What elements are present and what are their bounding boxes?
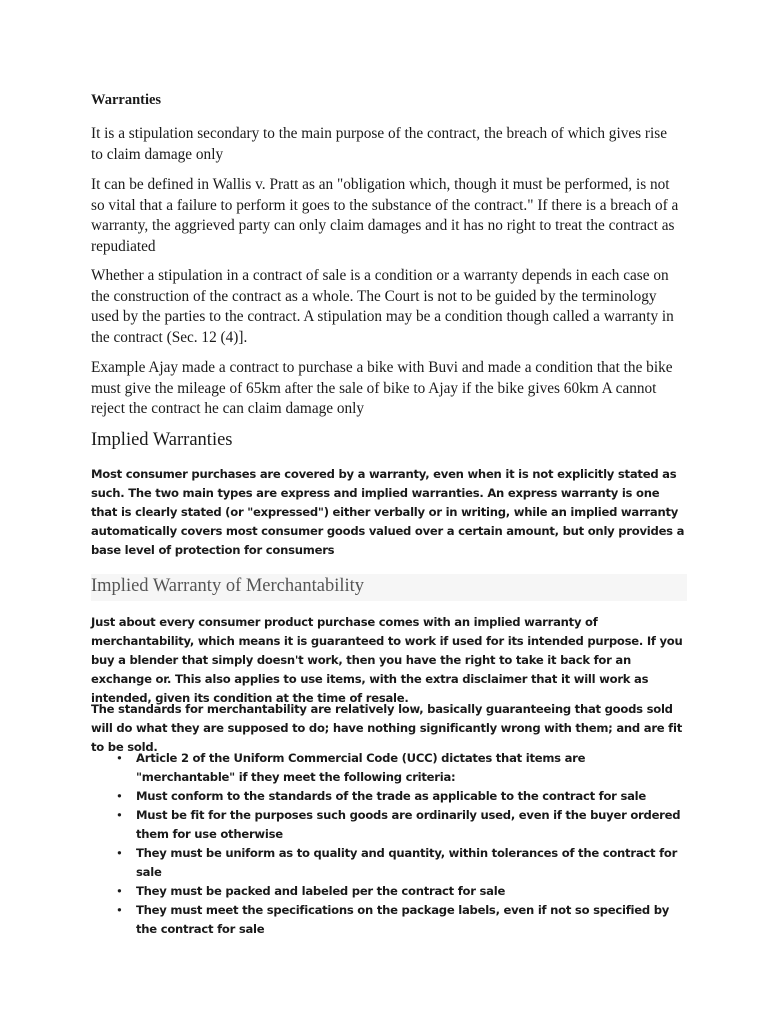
heading-merchantability: Implied Warranty of Merchantability [91, 574, 687, 601]
list-item [91, 901, 687, 939]
list-item [91, 844, 687, 882]
bullet-icon: • [116, 789, 123, 803]
list-item-text: Article 2 of the Uniform Commercial Code (UCC) dictates that items are "merchantable" if they meet the following criteria: [136, 751, 586, 784]
bullet-icon: • [116, 884, 123, 898]
paragraph-standards: The standards for merchantability are relatively low, basically guaranteeing that goods sold will do what they are supposed to do; have nothing significantly wrong with them; and are fit to be sold. [91, 702, 682, 754]
heading-implied-warranties: Implied Warranties [91, 430, 233, 450]
bullet-icon: • [116, 903, 123, 917]
list-item [91, 806, 687, 844]
list-item-text: They must meet the specifications on the package labels, even if not so specified by the contract for sale [136, 903, 670, 936]
paragraph-wallis-v-pratt: It can be defined in Wallis v. Pratt as an "obligation which, though it must be performed, is not so vital that a failure to perform it goes to the substance of the contract." If there is a breach of a warranty, the aggrieved party can only claim damages and it has no right to treat the contract as repudiated [91, 176, 679, 255]
list-item [91, 749, 687, 787]
list-item-text: They must be packed and labeled per the contract for sale [136, 884, 506, 898]
paragraph-implied-warranties: Most consumer purchases are covered by a warranty, even when it is not explicitly stated as such. The two main types are express and implied warranties. An express warranty is one that is clearly stated (or "expressed") either verbally or in writing, while an implied warranty automatically covers most consumer goods valued over a certain amount, but only provides a base level of protection for consumers [91, 467, 685, 557]
paragraph-stipulation: Whether a stipulation in a contract of sale is a condition or a warranty depends in each case on the construction of the contract as a whole. The Court is not to be guided by the terminology used by the parties to the contract. A stipulation may be a condition though called a warranty in the contract (Sec. 12 (4)]. [91, 267, 674, 346]
bullet-icon: • [116, 808, 123, 822]
paragraph-example: Example Ajay made a contract to purchase a bike with Buvi and made a condition that the bike must give the mileage of 65km after the sale of bike to Ajay if the bike gives 60km A cannot reject the contract he can claim damage only [91, 359, 673, 417]
list-item [91, 882, 687, 901]
paragraph-merchantability: Just about every consumer product purchase comes with an implied warranty of merchantability, which means it is guaranteed to work if used for its intended purpose. If you buy a blender that simply doesn't work, then you have the right to take it back for an exchange or. This also applies to use items, with the extra disclaimer that it will work as intended, given its condition at the time of resale. [91, 615, 683, 705]
heading-warranties: Warranties [91, 92, 162, 108]
list-item [91, 787, 687, 806]
list-item-text: They must be uniform as to quality and quantity, within tolerances of the contract for sale [136, 846, 678, 879]
list-item-text: Must conform to the standards of the trade as applicable to the contract for sale [136, 789, 646, 803]
list-item-text: Must be fit for the purposes such goods are ordinarily used, even if the buyer ordered them for use otherwise [136, 808, 681, 841]
bullet-icon: • [116, 751, 123, 765]
paragraph-definition: It is a stipulation secondary to the main purpose of the contract, the breach of which gives rise to claim damage only [91, 125, 668, 163]
criteria-list [91, 749, 687, 939]
bullet-icon: • [116, 846, 123, 860]
